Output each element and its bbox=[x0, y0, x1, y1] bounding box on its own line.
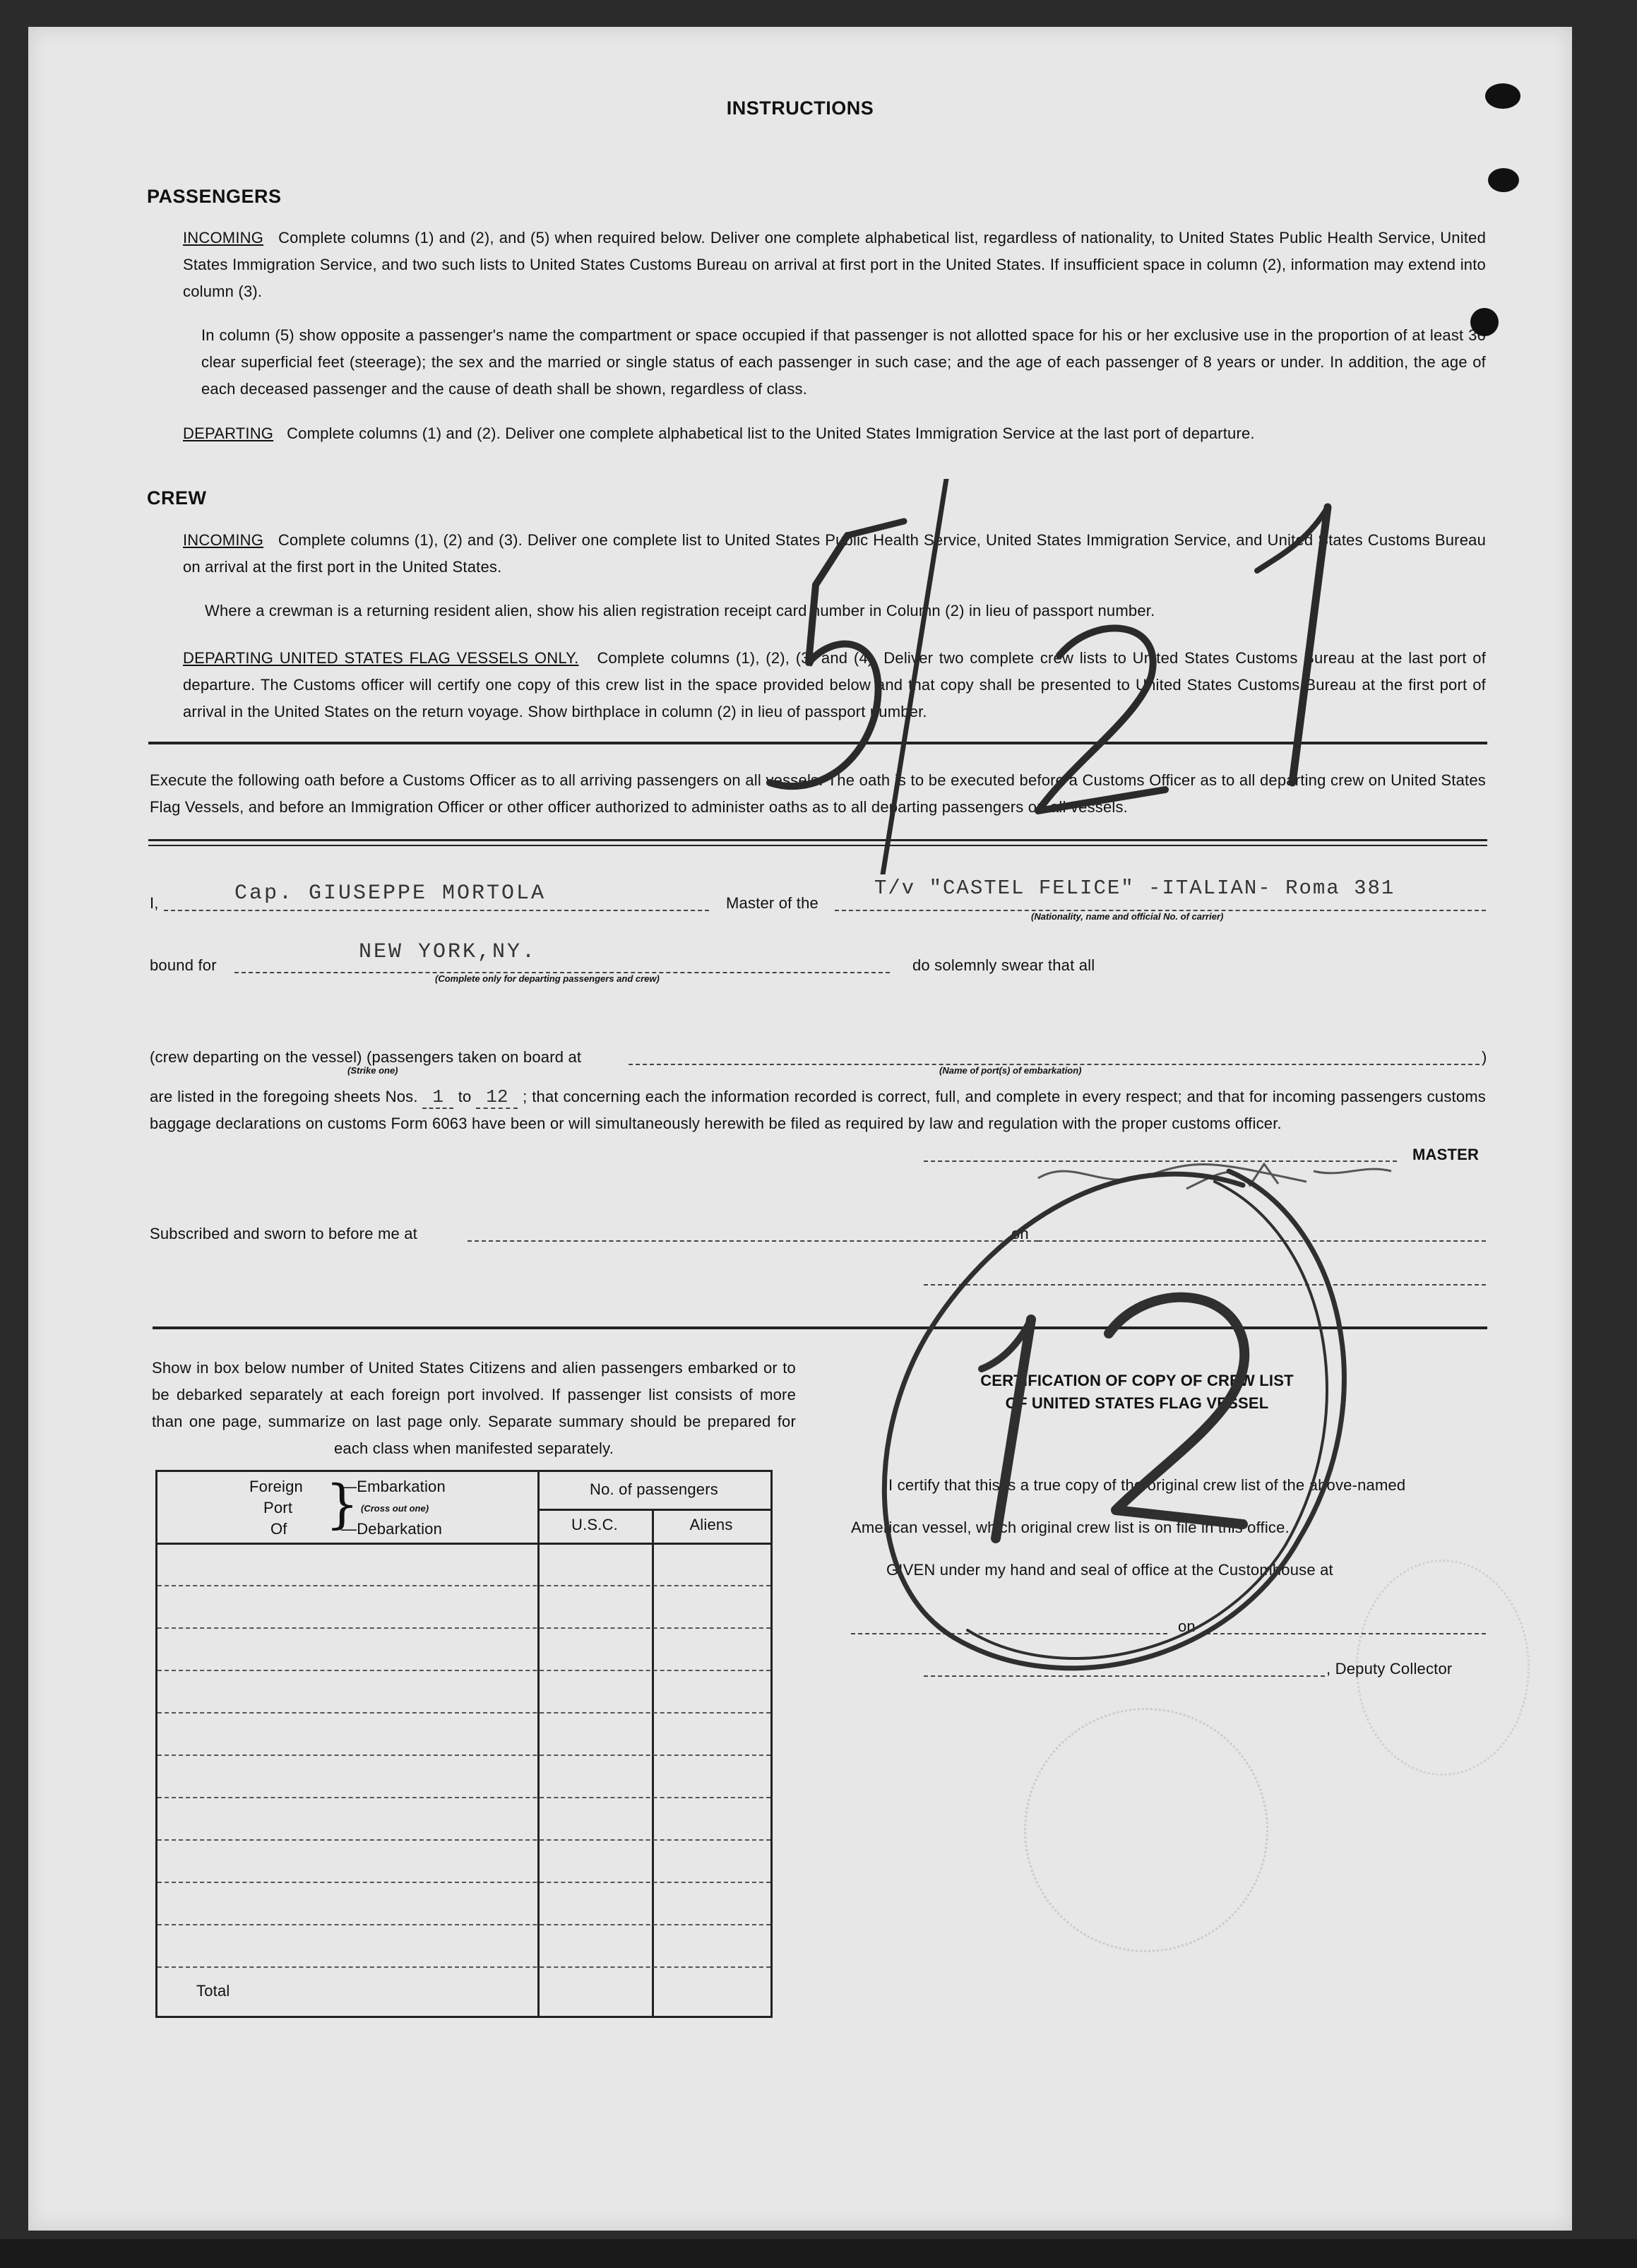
certification-title-2: OF UNITED STATES FLAG VESSEL bbox=[1005, 1394, 1269, 1412]
sheets-text: ; that concerning each the information recorded is correct, full, and complete in every respect; and that for incoming passengers customs baggage declarations on customs Form 6063 have been or will simultaneously herewith be filed as required by law and regulation with the proper customs officer. bbox=[150, 1088, 1486, 1132]
bound-caption: (Complete only for departing passengers and crew) bbox=[435, 973, 660, 984]
embarkation-label: —Embarkation bbox=[341, 1478, 446, 1495]
summary-instructions: Show in box below number of United States Citizens and alien passengers embarked or to be debarked separately at each foreign port involved. If passenger list consists of more than one page, summarize on last page only. Separate summary should be prepared for each class when manifested separately. bbox=[152, 1359, 796, 1457]
sheet-from: 1 bbox=[422, 1086, 453, 1109]
passengers-departing-label: DEPARTING bbox=[183, 424, 274, 442]
total-label: Total bbox=[196, 1982, 230, 2000]
passengers-incoming-text: Complete columns (1) and (2), and (5) when required below. Deliver one complete alphabetical list, regardless of nationality, to United States Public Health Service, United States Immigration Service, and two such lists to United States Customs Bureau on arrival at first port in the United States. If insufficient space in column (2), information may extend into column (3). bbox=[183, 229, 1487, 300]
port-col-2: Port bbox=[263, 1499, 293, 1516]
passengers-departing-block bbox=[183, 420, 1486, 447]
master-of-label: Master of the bbox=[726, 894, 818, 912]
document-page bbox=[28, 27, 1572, 2231]
given-text: GIVEN under my hand and seal of office at the Customhouse at bbox=[886, 1561, 1333, 1579]
summary-table bbox=[155, 1470, 773, 2018]
port-col-1: Foreign bbox=[249, 1478, 303, 1495]
crew-departing-us-text: Complete columns (1), (2), (3) and (4). Deliver two complete crew lists to United States Customs Bureau at the last port of departure. The Customs officer will certify one copy of this crew list in the space provided below and that copy shall be presented to United States Customs Bureau at the first port of arrival in the United States on the return voyage. Show birthplace in column (2) in lieu of passport number. bbox=[183, 649, 1487, 720]
instructions-title: INSTRUCTIONS bbox=[726, 97, 874, 119]
sheet-to: 12 bbox=[476, 1086, 518, 1109]
oath-intro: Execute the following oath before a Customs Officer as to all arriving passengers on all vessels. The oath is to be executed before a Customs Officer as to all departing crew on United States Flag Vessels, and before an Immigration Officer or other officer authorized to administer oaths as to all departing passengers on all vessels. bbox=[150, 771, 1486, 816]
crew-departing-us-label: DEPARTING UNITED STATES FLAG VESSELS ONLY. bbox=[183, 649, 579, 667]
passengers-header: No. of passengers bbox=[590, 1480, 718, 1498]
subscribed-on-label: on bbox=[1011, 1225, 1029, 1242]
passengers-column5-text: In column (5) show opposite a passenger's name the compartment or space occupied if that passenger is not allotted space for his or her exclusive use in the proportion of at least 36 clear superficial feet (steerage); the sex and the married or single status of each passenger in such case; and the age of each passenger of 8 years or under. In addition, the age of each deceased passenger and the cause of death shall be shown, regardless of class. bbox=[201, 326, 1486, 398]
close-paren: ) bbox=[1482, 1048, 1487, 1066]
crew-incoming-text: Complete columns (1), (2) and (3). Deliver one complete list to United States Public Health Service, United States Immigration Service, and United States Customs Bureau on arrival at the first port in the United States. bbox=[183, 531, 1487, 576]
port-col-3: Of bbox=[270, 1520, 287, 1538]
bound-for-label: bound for bbox=[150, 956, 217, 974]
swear-label: do solemnly swear that all bbox=[912, 956, 1095, 974]
cross-out-caption: (Cross out one) bbox=[361, 1503, 429, 1514]
punch-hole bbox=[1488, 168, 1519, 192]
handwritten-circled-number bbox=[847, 1143, 1398, 1708]
debarkation-label: —Debarkation bbox=[341, 1520, 443, 1538]
certification-on-label: on bbox=[1178, 1617, 1196, 1635]
vessel-caption: (Nationality, name and official No. of carrier) bbox=[1031, 911, 1224, 922]
strike-caption: (Strike one) bbox=[347, 1065, 398, 1076]
crew-departing-label: (crew departing on the vessel) (passengers taken on board at bbox=[150, 1048, 582, 1066]
certification-title-1: CERTIFICATION OF COPY OF CREW LIST bbox=[980, 1372, 1294, 1389]
aliens-header: Aliens bbox=[689, 1516, 733, 1533]
passengers-heading: PASSENGERS bbox=[147, 186, 282, 207]
sheets-label: are listed in the foregoing sheets Nos. bbox=[150, 1088, 418, 1105]
passengers-incoming-label: INCOMING bbox=[183, 229, 264, 247]
crew-resident-alien-text: Where a crewman is a returning resident alien, show his alien registration receipt card number in Column (2) in lieu of passport number. bbox=[205, 602, 1155, 619]
usc-header: U.S.C. bbox=[571, 1516, 618, 1533]
handwritten-date-mark bbox=[742, 479, 1377, 874]
oath-i-label: I, bbox=[150, 894, 159, 912]
passengers-incoming-block bbox=[183, 225, 1486, 305]
customs-seal bbox=[1024, 1708, 1268, 1952]
sheets-to-label: to bbox=[458, 1088, 472, 1105]
passengers-departing-text: Complete columns (1) and (2). Deliver one complete alphabetical list to the United States Immigration Service at the last port of departure. bbox=[287, 424, 1255, 442]
certify-text-1: I certify that this is a true copy of the original crew list of the above-named bbox=[888, 1476, 1406, 1494]
sheets-block bbox=[150, 1083, 1486, 1137]
master-name-line bbox=[164, 910, 709, 911]
deputy-collector-label: , Deputy Collector bbox=[1326, 1660, 1453, 1678]
master-name-field: Cap. GIUSEPPE MORTOLA bbox=[234, 881, 547, 906]
certify-text-2: American vessel, which original crew list is on file in this office. bbox=[851, 1519, 1290, 1536]
brace-icon: } bbox=[326, 1474, 359, 1535]
master-label: MASTER bbox=[1412, 1146, 1480, 1163]
subscribed-label: Subscribed and sworn to before me at bbox=[150, 1225, 417, 1242]
vessel-field: T/v "CASTEL FELICE" -ITALIAN- Roma 381 bbox=[874, 877, 1395, 900]
crew-incoming-label: INCOMING bbox=[183, 531, 264, 549]
ports-caption: (Name of port(s) of embarkation) bbox=[939, 1065, 1082, 1076]
bound-for-field: NEW YORK,NY. bbox=[359, 940, 537, 964]
crew-heading: CREW bbox=[147, 487, 207, 509]
film-border bbox=[0, 2239, 1637, 2268]
